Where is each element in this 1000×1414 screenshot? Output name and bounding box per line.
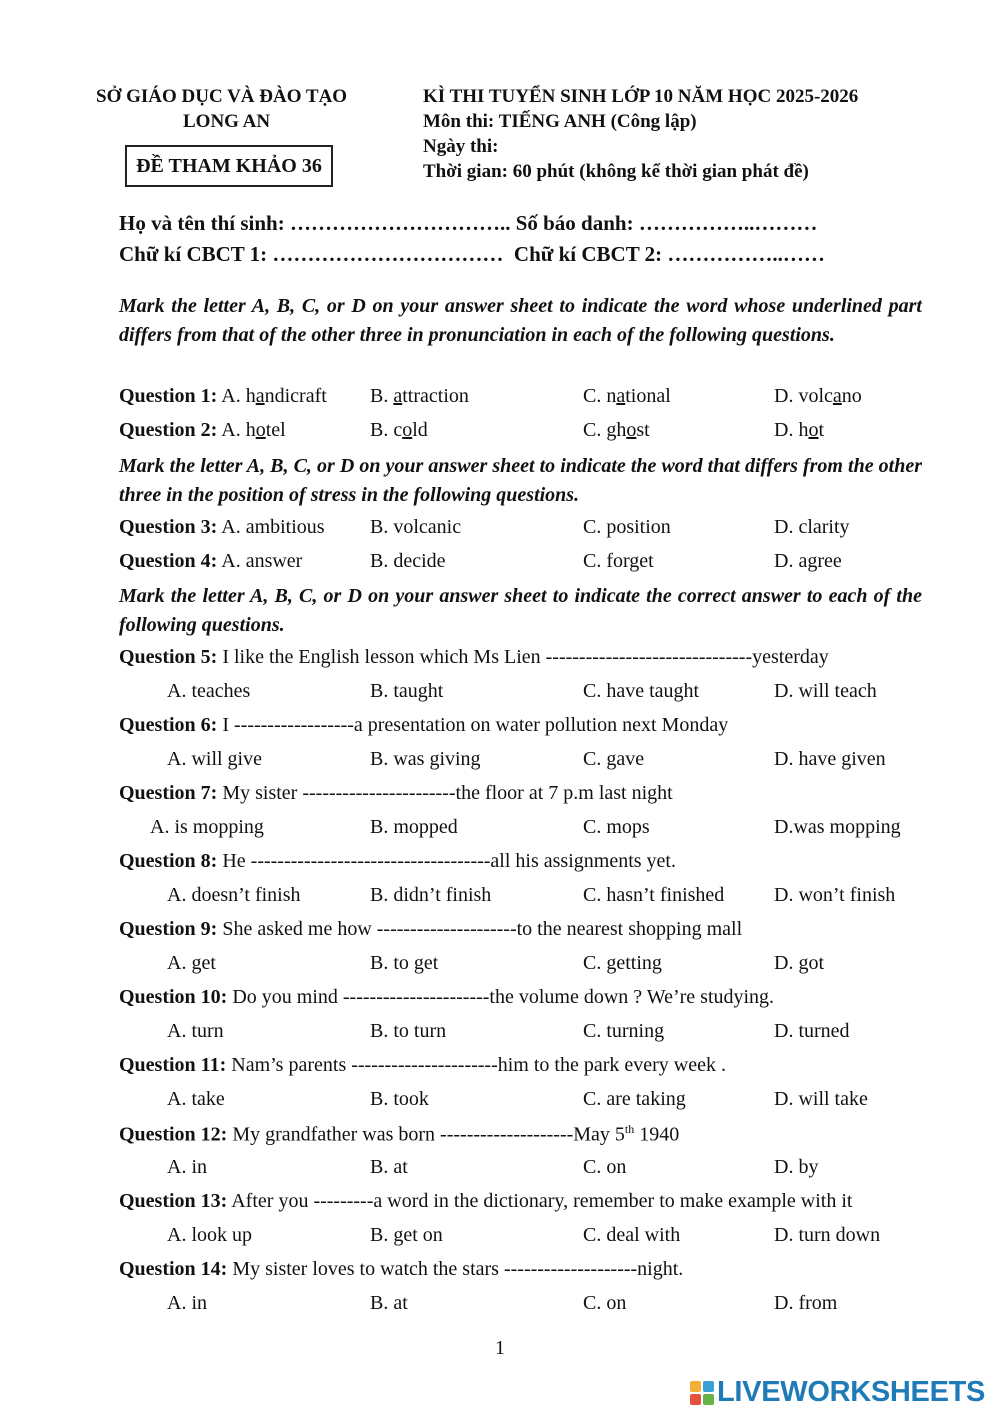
answer-options bbox=[119, 1020, 979, 1048]
candidate-id-line: Số báo danh: ……………..……… bbox=[515, 211, 818, 235]
option-c[interactable]: C. have taught bbox=[583, 680, 700, 702]
option-a[interactable]: A. get bbox=[167, 952, 216, 974]
exam-subject: Môn thi: TIẾNG ANH (Công lập) bbox=[423, 111, 697, 132]
exam-date: Ngày thi: bbox=[423, 136, 499, 157]
option-c[interactable]: C. turning bbox=[583, 1020, 665, 1042]
option-b[interactable]: B. to get bbox=[370, 952, 439, 974]
question-stem: Question 12: My grandfather was born --------------------May 5th 1940 bbox=[119, 1122, 680, 1146]
question-stem: Question 14: My sister loves to watch the stars --------------------night. bbox=[119, 1258, 684, 1280]
question-stem: Question 11: Nam’s parents ----------------------him to the park every week . bbox=[119, 1054, 726, 1076]
question-stem: Question 6: I ------------------a presentation on water pollution next Monday bbox=[119, 714, 729, 736]
page-number: 1 bbox=[495, 1337, 505, 1359]
department-name: SỞ GIÁO DỤC VÀ ĐÀO TẠO bbox=[96, 86, 348, 107]
answer-options bbox=[119, 748, 979, 776]
option-c[interactable]: C. getting bbox=[583, 952, 662, 974]
option-d[interactable]: D. have given bbox=[774, 748, 886, 770]
option-c[interactable]: C. on bbox=[583, 1292, 627, 1314]
question-row: Question 1: A. handicraft B. attraction C. national D. volcano bbox=[119, 385, 862, 407]
option-c[interactable]: C. on bbox=[583, 1156, 627, 1178]
option-a[interactable]: A. in bbox=[167, 1292, 207, 1314]
option-b[interactable]: B. at bbox=[370, 1156, 408, 1178]
instruction-correct-answer: Mark the letter A, B, C, or D on your answer sheet to indicate the correct answer to each of the following questions. bbox=[119, 585, 922, 636]
option-c[interactable]: C. mops bbox=[583, 816, 650, 838]
answer-options bbox=[119, 1156, 979, 1184]
option-b[interactable]: B. took bbox=[370, 1088, 429, 1110]
option-a[interactable]: A. take bbox=[167, 1088, 225, 1110]
candidate-name-line: Họ và tên thí sinh: ………………………….. Số báo danh: ……………..……… bbox=[119, 211, 818, 235]
exam-code-box: ĐỀ THAM KHẢO 36 bbox=[125, 145, 333, 187]
option-c[interactable]: C. gave bbox=[583, 748, 645, 770]
question-stem: Question 9: She asked me how ---------------------to the nearest shopping mall bbox=[119, 918, 743, 940]
signature-line: Chữ kí CBCT 1: …………………………… Chữ kí CBCT 2: ……………..…… bbox=[119, 242, 825, 266]
question-stem: Question 5: I like the English lesson which Ms Lien -------------------------------yesterday bbox=[119, 646, 829, 668]
option-a[interactable]: A. in bbox=[167, 1156, 207, 1178]
option-b[interactable]: B. at bbox=[370, 1292, 408, 1314]
option-b[interactable]: B. didn’t finish bbox=[370, 884, 492, 906]
brand-name: LIVEWORKSHEETS bbox=[717, 1376, 986, 1408]
exam-duration: Thời gian: 60 phút (không kể thời gian phát đề) bbox=[423, 161, 809, 182]
answer-options bbox=[119, 952, 979, 980]
answer-options bbox=[119, 1292, 979, 1320]
question-row: Question 4: A. answer B. decide C. forget D. agree bbox=[119, 550, 842, 572]
question-stem: Question 8: He ------------------------------------all his assignments yet. bbox=[119, 850, 676, 872]
option-d[interactable]: D. got bbox=[774, 952, 824, 974]
option-d[interactable]: D. won’t finish bbox=[774, 884, 896, 906]
question-row: Question 3: A. ambitious B. volcanic C. position D. clarity bbox=[119, 516, 850, 538]
option-a[interactable]: A. look up bbox=[167, 1224, 252, 1246]
option-d[interactable]: D. will take bbox=[774, 1088, 868, 1110]
option-b[interactable]: B. to turn bbox=[370, 1020, 447, 1042]
option-c[interactable]: C. deal with bbox=[583, 1224, 681, 1246]
option-a[interactable]: A. will give bbox=[167, 748, 262, 770]
option-d[interactable]: D. turn down bbox=[774, 1224, 881, 1246]
answer-options bbox=[119, 884, 979, 912]
province-name: LONG AN bbox=[183, 111, 271, 132]
option-b[interactable]: B. was giving bbox=[370, 748, 481, 770]
option-b[interactable]: B. mopped bbox=[370, 816, 458, 838]
answer-options bbox=[119, 1088, 979, 1116]
answer-options bbox=[119, 1224, 979, 1252]
option-a[interactable]: A. is mopping bbox=[150, 816, 264, 838]
option-c[interactable]: C. hasn’t finished bbox=[583, 884, 725, 906]
liveworksheets-brand bbox=[690, 1376, 985, 1409]
exam-title: KÌ THI TUYỂN SINH LỚP 10 NĂM HỌC 2025-2026 bbox=[423, 86, 859, 107]
option-a[interactable]: A. teaches bbox=[167, 680, 251, 702]
option-d[interactable]: D. from bbox=[774, 1292, 838, 1314]
answer-options bbox=[119, 680, 979, 708]
liveworksheets-logo-icon bbox=[690, 1381, 714, 1405]
question-row: Question 2: A. hotel B. cold C. ghost D. hot bbox=[119, 419, 825, 441]
question-stem: Question 10: Do you mind ----------------------the volume down ? We’re studying. bbox=[119, 986, 775, 1008]
instruction-stress: Mark the letter A, B, C, or D on your answer sheet to indicate the word that differs from the other three in the position of stress in the following questions. bbox=[119, 455, 922, 506]
question-stem: Question 7: My sister -----------------------the floor at 7 p.m last night bbox=[119, 782, 673, 804]
option-c[interactable]: C. are taking bbox=[583, 1088, 686, 1110]
instruction-pronunciation: Mark the letter A, B, C, or D on your answer sheet to indicate the word whose underlined part differs from that of the other three in pronunciation in each of the following questions. bbox=[119, 295, 922, 346]
option-a[interactable]: A. turn bbox=[167, 1020, 224, 1042]
option-b[interactable]: B. taught bbox=[370, 680, 444, 702]
option-d[interactable]: D. will teach bbox=[774, 680, 877, 702]
option-d[interactable]: D.was mopping bbox=[774, 816, 901, 838]
option-d[interactable]: D. by bbox=[774, 1156, 819, 1178]
option-a[interactable]: A. doesn’t finish bbox=[167, 884, 301, 906]
answer-options bbox=[119, 816, 979, 844]
option-d[interactable]: D. turned bbox=[774, 1020, 850, 1042]
question-stem: Question 13: After you ---------a word in the dictionary, remember to make example with it bbox=[119, 1190, 853, 1212]
option-b[interactable]: B. get on bbox=[370, 1224, 443, 1246]
